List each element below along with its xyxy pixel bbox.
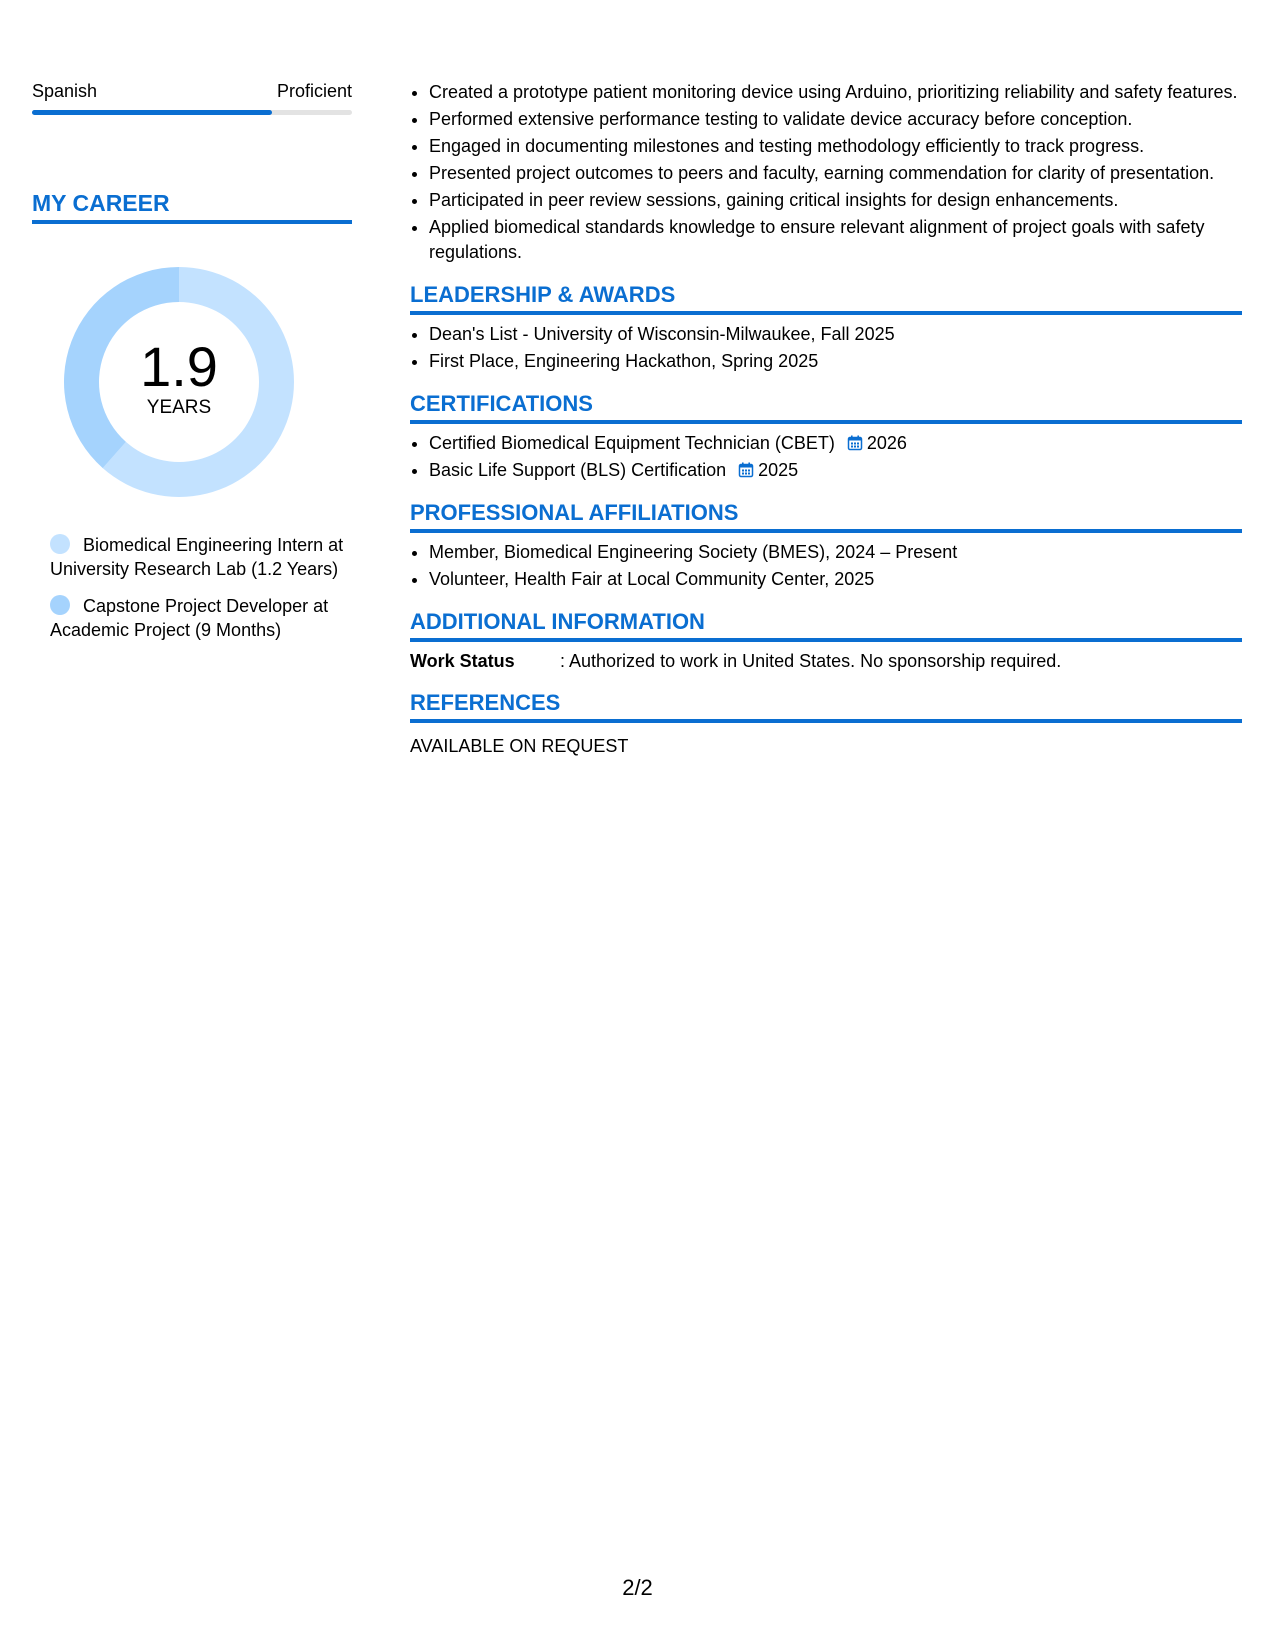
certification-year: 2025: [758, 460, 799, 480]
language-level: Proficient: [276, 81, 352, 101]
main-content: [410, 80, 1242, 758]
career-legend: [50, 533, 350, 642]
legend-item: [50, 594, 350, 642]
work-status-label: Work Status: [410, 651, 515, 671]
list-item: • Presented project outcomes to peers and faculty, earning commendation for clarity of presentation.: [429, 161, 1242, 186]
career-total-value: 1.9: [140, 335, 218, 398]
list-item: • Dean's List - University of Wisconsin-Milwaukee, Fall 2025: [429, 322, 1242, 347]
list-item: • Performed extensive performance testing to validate device accuracy before conception.: [429, 107, 1242, 132]
leadership-list: [410, 322, 1242, 374]
language-proficiency-bar: [32, 110, 352, 115]
legend-item: [50, 533, 350, 581]
language-proficiency-fill: [32, 110, 272, 115]
references-heading: REFERENCES: [410, 690, 1242, 723]
list-item: • Member, Biomedical Engineering Society (BMES), 2024 – Present: [429, 540, 1242, 565]
career-donut-chart: [64, 267, 294, 497]
career-heading: MY CAREER: [32, 190, 352, 224]
work-status-value: : Authorized to work in United States. No sponsorship required.: [560, 651, 1062, 671]
list-item: • Created a prototype patient monitoring device using Arduino, prioritizing reliability and safety features.: [429, 80, 1242, 105]
certification-year: 2026: [866, 433, 907, 453]
sidebar: [32, 80, 352, 655]
career-total-unit: YEARS: [146, 397, 212, 418]
affiliations-list: [410, 540, 1242, 592]
work-status-row: [410, 649, 1242, 673]
calendar-icon: [847, 435, 863, 451]
donut-center: [64, 267, 294, 497]
calendar-icon: [738, 462, 754, 478]
leadership-heading: LEADERSHIP & AWARDS: [410, 282, 1242, 315]
list-item: [429, 431, 1242, 456]
certification-name: Certified Biomedical Equipment Technician (CBET): [429, 433, 835, 453]
list-item: • Volunteer, Health Fair at Local Community Center, 2025: [429, 567, 1242, 592]
certifications-list: [410, 431, 1242, 483]
certifications-heading: CERTIFICATIONS: [410, 391, 1242, 424]
language-name: Spanish: [32, 81, 98, 101]
legend-dot-icon: [50, 595, 70, 615]
certification-name: Basic Life Support (BLS) Certification: [429, 460, 727, 480]
legend-label: Capstone Project Developer at Academic Project (9 Months): [50, 596, 329, 640]
additional-info-heading: ADDITIONAL INFORMATION: [410, 609, 1242, 642]
list-item: • Participated in peer review sessions, gaining critical insights for design enhancements.: [429, 188, 1242, 213]
legend-label: Biomedical Engineering Intern at University Research Lab (1.2 Years): [50, 535, 344, 579]
project-bullet-list: [410, 80, 1242, 265]
page-number: 2/2: [622, 1575, 653, 1600]
language-row: [32, 80, 352, 102]
legend-dot-icon: [50, 534, 70, 554]
affiliations-heading: PROFESSIONAL AFFILIATIONS: [410, 500, 1242, 533]
list-item: • First Place, Engineering Hackathon, Spring 2025: [429, 349, 1242, 374]
references-text: AVAILABLE ON REQUEST: [410, 736, 629, 756]
list-item: • Applied biomedical standards knowledge to ensure relevant alignment of project goals with safety regulations.: [429, 215, 1242, 265]
list-item: [429, 458, 1242, 483]
list-item: • Engaged in documenting milestones and testing methodology efficiently to track progress.: [429, 134, 1242, 159]
